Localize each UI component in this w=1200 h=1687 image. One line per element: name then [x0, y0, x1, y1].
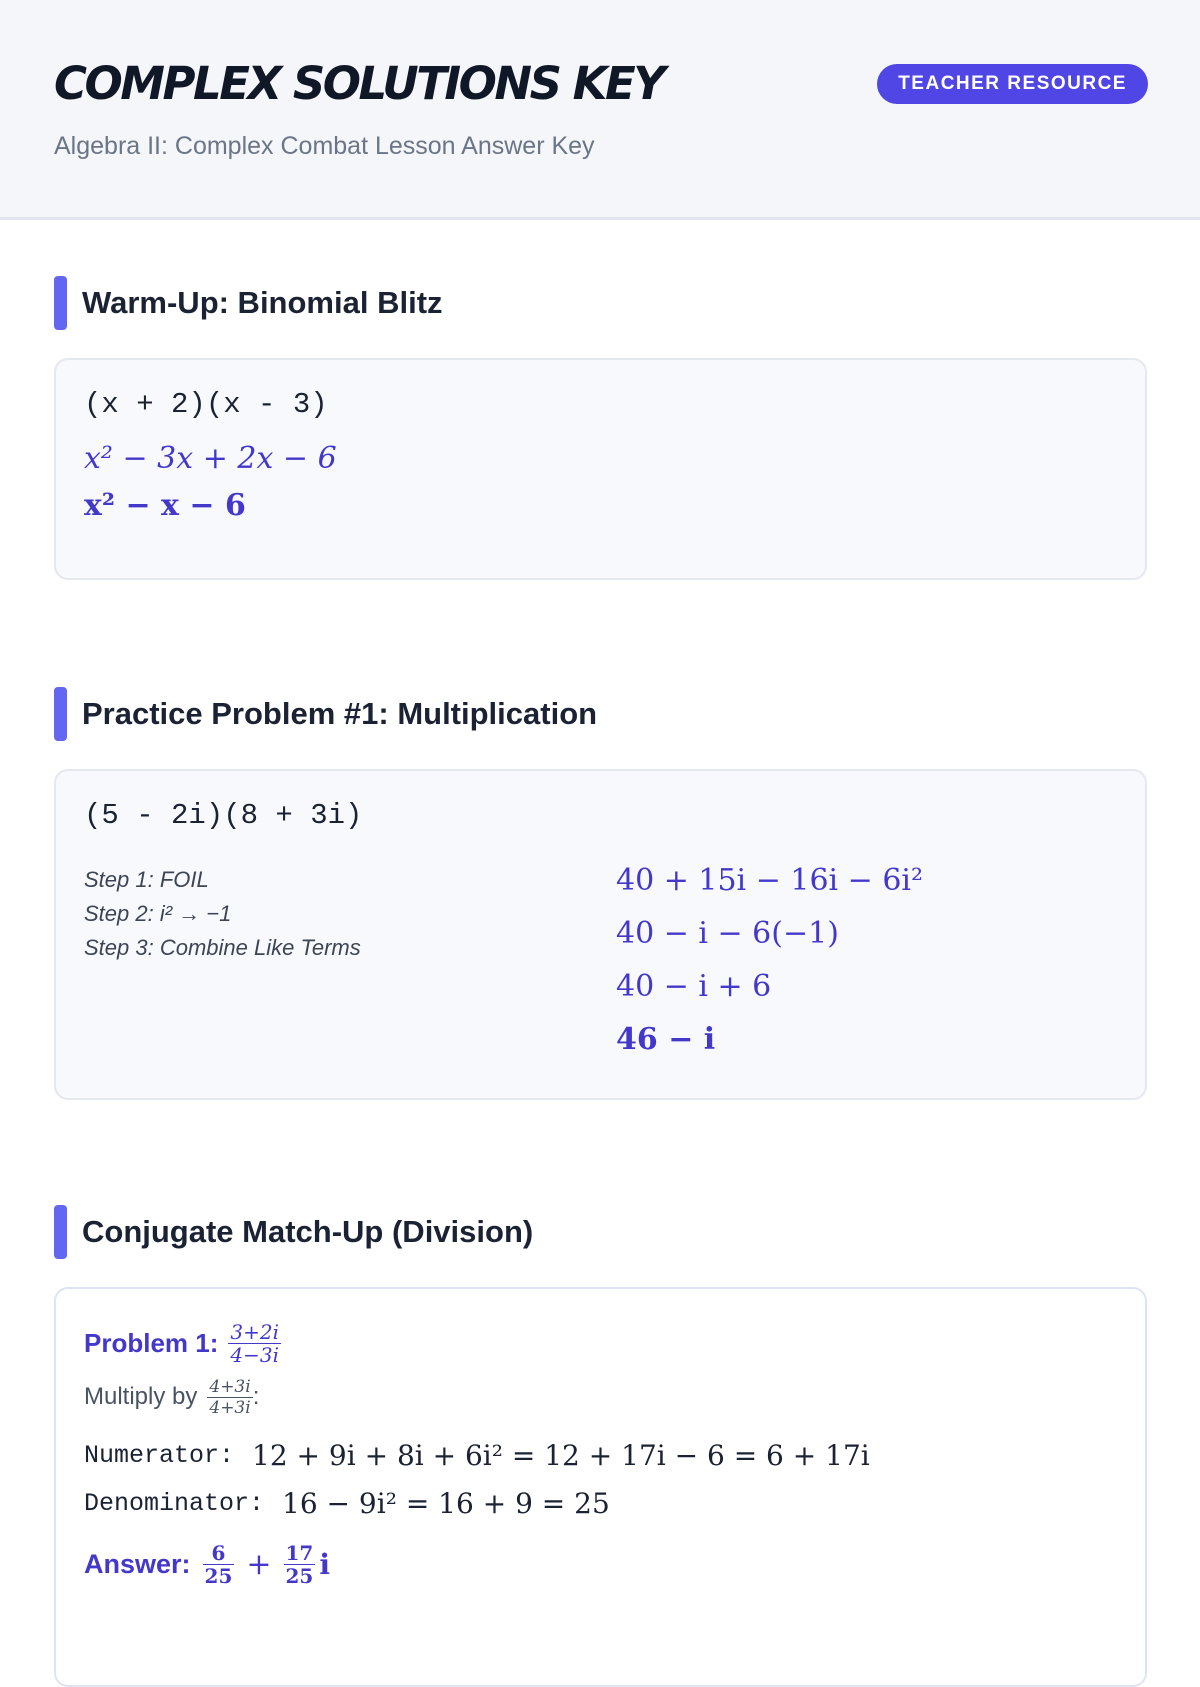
answer-fraction-a — [203, 1542, 235, 1587]
answer-fraction-b — [284, 1542, 316, 1587]
conjugate-header — [54, 1205, 1147, 1259]
section-accent-bar — [54, 276, 67, 330]
section-accent-bar — [54, 1205, 67, 1259]
practice1-problem: (5 - 2i)(8 + 3i) — [84, 799, 363, 832]
warmup-card — [54, 358, 1147, 580]
answer-a-denominator: 25 — [204, 1563, 233, 1588]
problem-label: Problem 1: — [84, 1327, 219, 1358]
problem-denominator: 4−3i — [230, 1342, 279, 1367]
page-subtitle: Algebra II: Complex Combat Lesson Answer Key — [54, 132, 595, 160]
answer-label: Answer: — [84, 1548, 191, 1579]
warmup-title: Warm-Up: Binomial Blitz — [82, 285, 443, 320]
denominator-value: 16 − 9i² = 16 + 9 = 25 — [282, 1486, 610, 1520]
practice1-header — [54, 687, 1147, 741]
practice1-steps — [84, 863, 361, 965]
multiply-row — [84, 1375, 1117, 1419]
work-line-1: 40 + 15i − 16i − 6i² — [616, 863, 924, 898]
warmup-section — [54, 276, 1147, 580]
denominator-label: Denominator: — [84, 1488, 265, 1518]
answer-imaginary-unit: i — [319, 1547, 330, 1581]
page-header — [0, 0, 1200, 220]
step-2: Step 2: i² → −1 — [84, 901, 232, 926]
warmup-result: x² − x − 6 — [84, 488, 246, 523]
practice1-title: Practice Problem #1: Multiplication — [82, 696, 598, 731]
step-3: Step 3: Combine Like Terms — [84, 935, 361, 960]
warmup-problem: (x + 2)(x - 3) — [84, 388, 328, 421]
numerator-value: 12 + 9i + 8i + 6i² = 12 + 17i − 6 = 6 + 17i — [252, 1438, 870, 1472]
denominator-row — [84, 1481, 1117, 1525]
multiply-denominator: 4+3i — [209, 1397, 251, 1418]
answer-plus: + — [246, 1546, 272, 1582]
answer-b-numerator: 17 — [285, 1540, 314, 1565]
problem-numerator: 3+2i — [230, 1319, 279, 1344]
conjugate-title: Conjugate Match-Up (Division) — [82, 1214, 534, 1249]
problem-fraction — [228, 1321, 281, 1366]
conjugate-card — [54, 1287, 1147, 1687]
answer-row — [84, 1539, 1117, 1589]
answer-a-numerator: 6 — [203, 1542, 235, 1565]
conjugate-section — [54, 1205, 1147, 1687]
numerator-row — [84, 1433, 1117, 1477]
multiply-fraction — [207, 1377, 252, 1418]
page-title: COMPLEX SOLUTIONS KEY — [54, 57, 664, 110]
multiply-suffix: : — [252, 1383, 260, 1410]
work-line-3: 40 − i + 6 — [616, 969, 772, 1004]
conjugate-problem-row — [84, 1321, 1117, 1365]
work-line-2: 40 − i − 6(−1) — [616, 916, 839, 951]
step-1: Step 1: FOIL — [84, 867, 209, 892]
practice1-result: 46 − i — [616, 1022, 716, 1057]
answer-b-denominator: 25 — [285, 1563, 314, 1588]
section-accent-bar — [54, 687, 67, 741]
multiply-numerator: 4+3i — [209, 1376, 251, 1397]
warmup-header — [54, 276, 1147, 330]
multiply-label: Multiply by — [84, 1383, 198, 1410]
practice1-work — [616, 863, 923, 1075]
numerator-label: Numerator: — [84, 1440, 235, 1470]
teacher-resource-badge: TEACHER RESOURCE — [877, 64, 1148, 104]
practice1-section — [54, 687, 1147, 1100]
practice1-card — [54, 769, 1147, 1100]
warmup-expanded: x² − 3x + 2x − 6 — [84, 441, 337, 476]
